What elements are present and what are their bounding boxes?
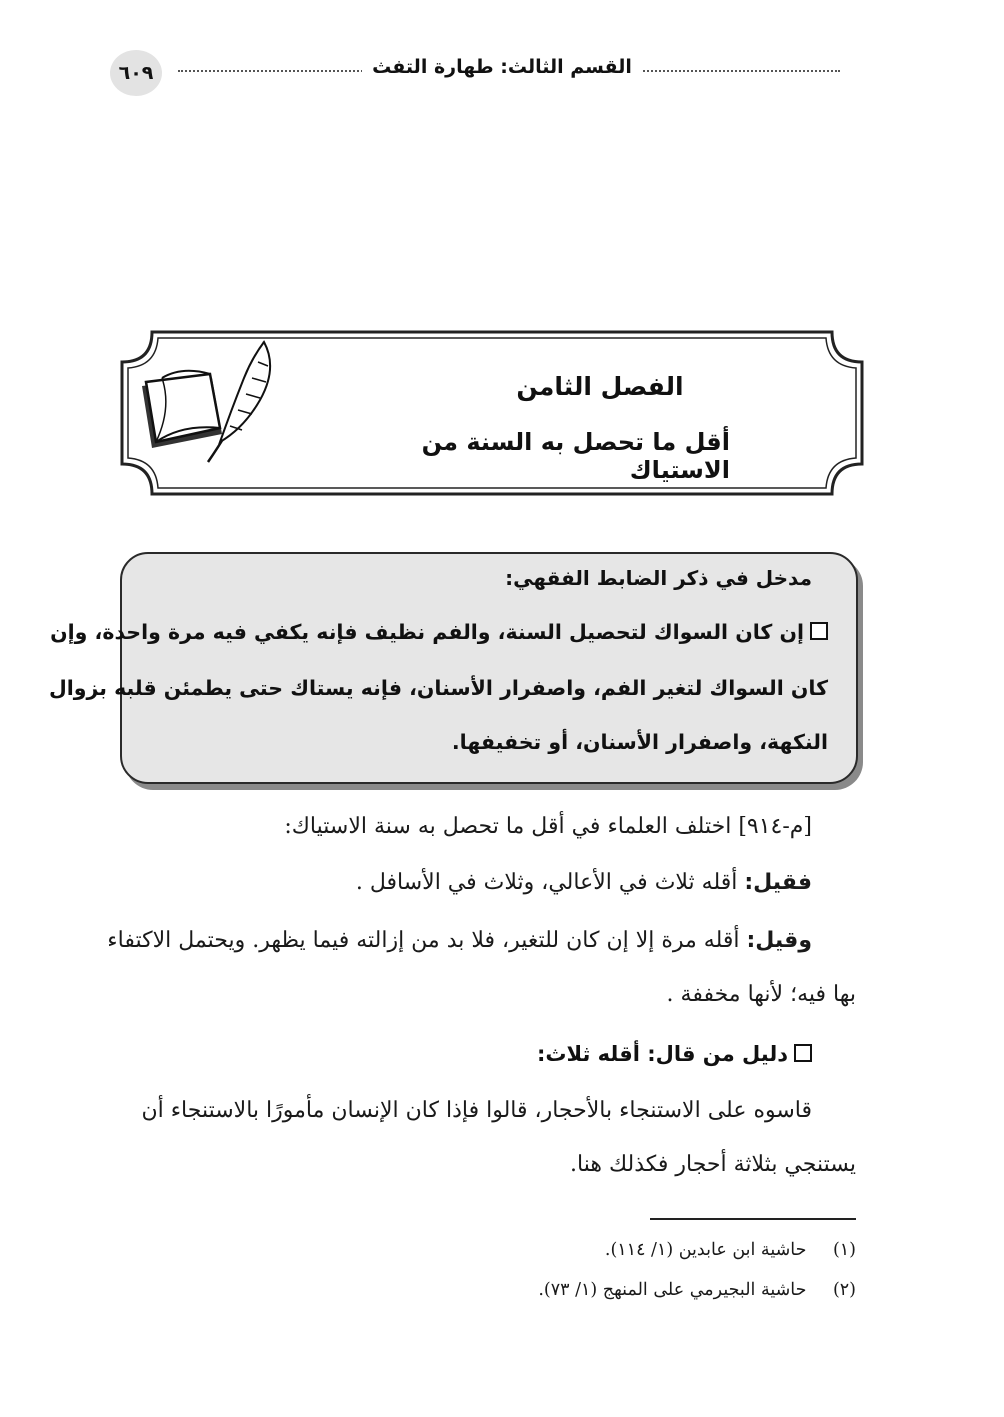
rule-line-2: كان السواك لتغير الفم، واصفرار الأسنان، فإنه يستاك حتى يطمئن قلبه بزوال [48, 676, 828, 700]
footnote-separator [650, 1218, 856, 1220]
paragraph-second-opinion-line1: وقيل: أقله مرة إلا إن كان للتغير، فلا بد من إزالته فيما يظهر. ويحتمل الاكتفاء [107, 928, 812, 953]
chapter-title: أقل ما تحصل به السنة من الاستياك [421, 428, 730, 484]
rule-heading: مدخل في ذكر الضابط الفقهي: [505, 566, 812, 590]
page-number: ٦٠٩ [110, 50, 162, 96]
paragraph-second-opinion-line2: بها فيه؛ لأنها مخففة . [560, 982, 856, 1008]
footnote-1: (١) حاشية ابن عابدين (١/ ١١٤). [604, 1240, 856, 1260]
first-opinion-label: فقيل: [744, 870, 812, 895]
footnote-2: (٢) حاشية البجيرمي على المنهج (١/ ٧٣). [538, 1280, 856, 1300]
paragraph-evidence-line1: قاسوه على الاستنجاء بالأحجار، قالوا فإذا كان الإنسان مأمورًا بالاستنجاء أن [141, 1098, 812, 1123]
chapter-number: الفصل الثامن [516, 372, 684, 401]
evidence-heading: دليل من قال: أقله ثلاث: [420, 1042, 812, 1066]
paragraph-evidence-line2: يستنجي بثلاثة أحجار فكذلك هنا. [570, 1152, 856, 1177]
book-and-quill-icon [132, 338, 282, 472]
second-opinion-label: وقيل: [746, 928, 812, 953]
checkbox-square-icon [810, 622, 828, 640]
rule-line-3: النكهة، واصفرار الأسنان، أو تخفيفها. [451, 730, 828, 754]
checkbox-square-icon [794, 1044, 812, 1062]
rule-line-1: إن كان السواك لتحصيل السنة، والفم نظيف فإنه يكفي فيه مرة واحدة، وإن [130, 620, 828, 644]
footnote-ref-1 [730, 870, 1004, 886]
paragraph-first-opinion: فقيل: أقله ثلاث في الأعالي، وثلاث في الأسافل . [330, 870, 812, 896]
footnote-ref-2 [960, 982, 1004, 998]
running-header-title: القسم الثالث: طهارة التفث [362, 56, 642, 78]
paragraph-intro: [م-٩١٤] اختلف العلماء في أقل ما تحصل به سنة الاستياك: [284, 814, 812, 839]
